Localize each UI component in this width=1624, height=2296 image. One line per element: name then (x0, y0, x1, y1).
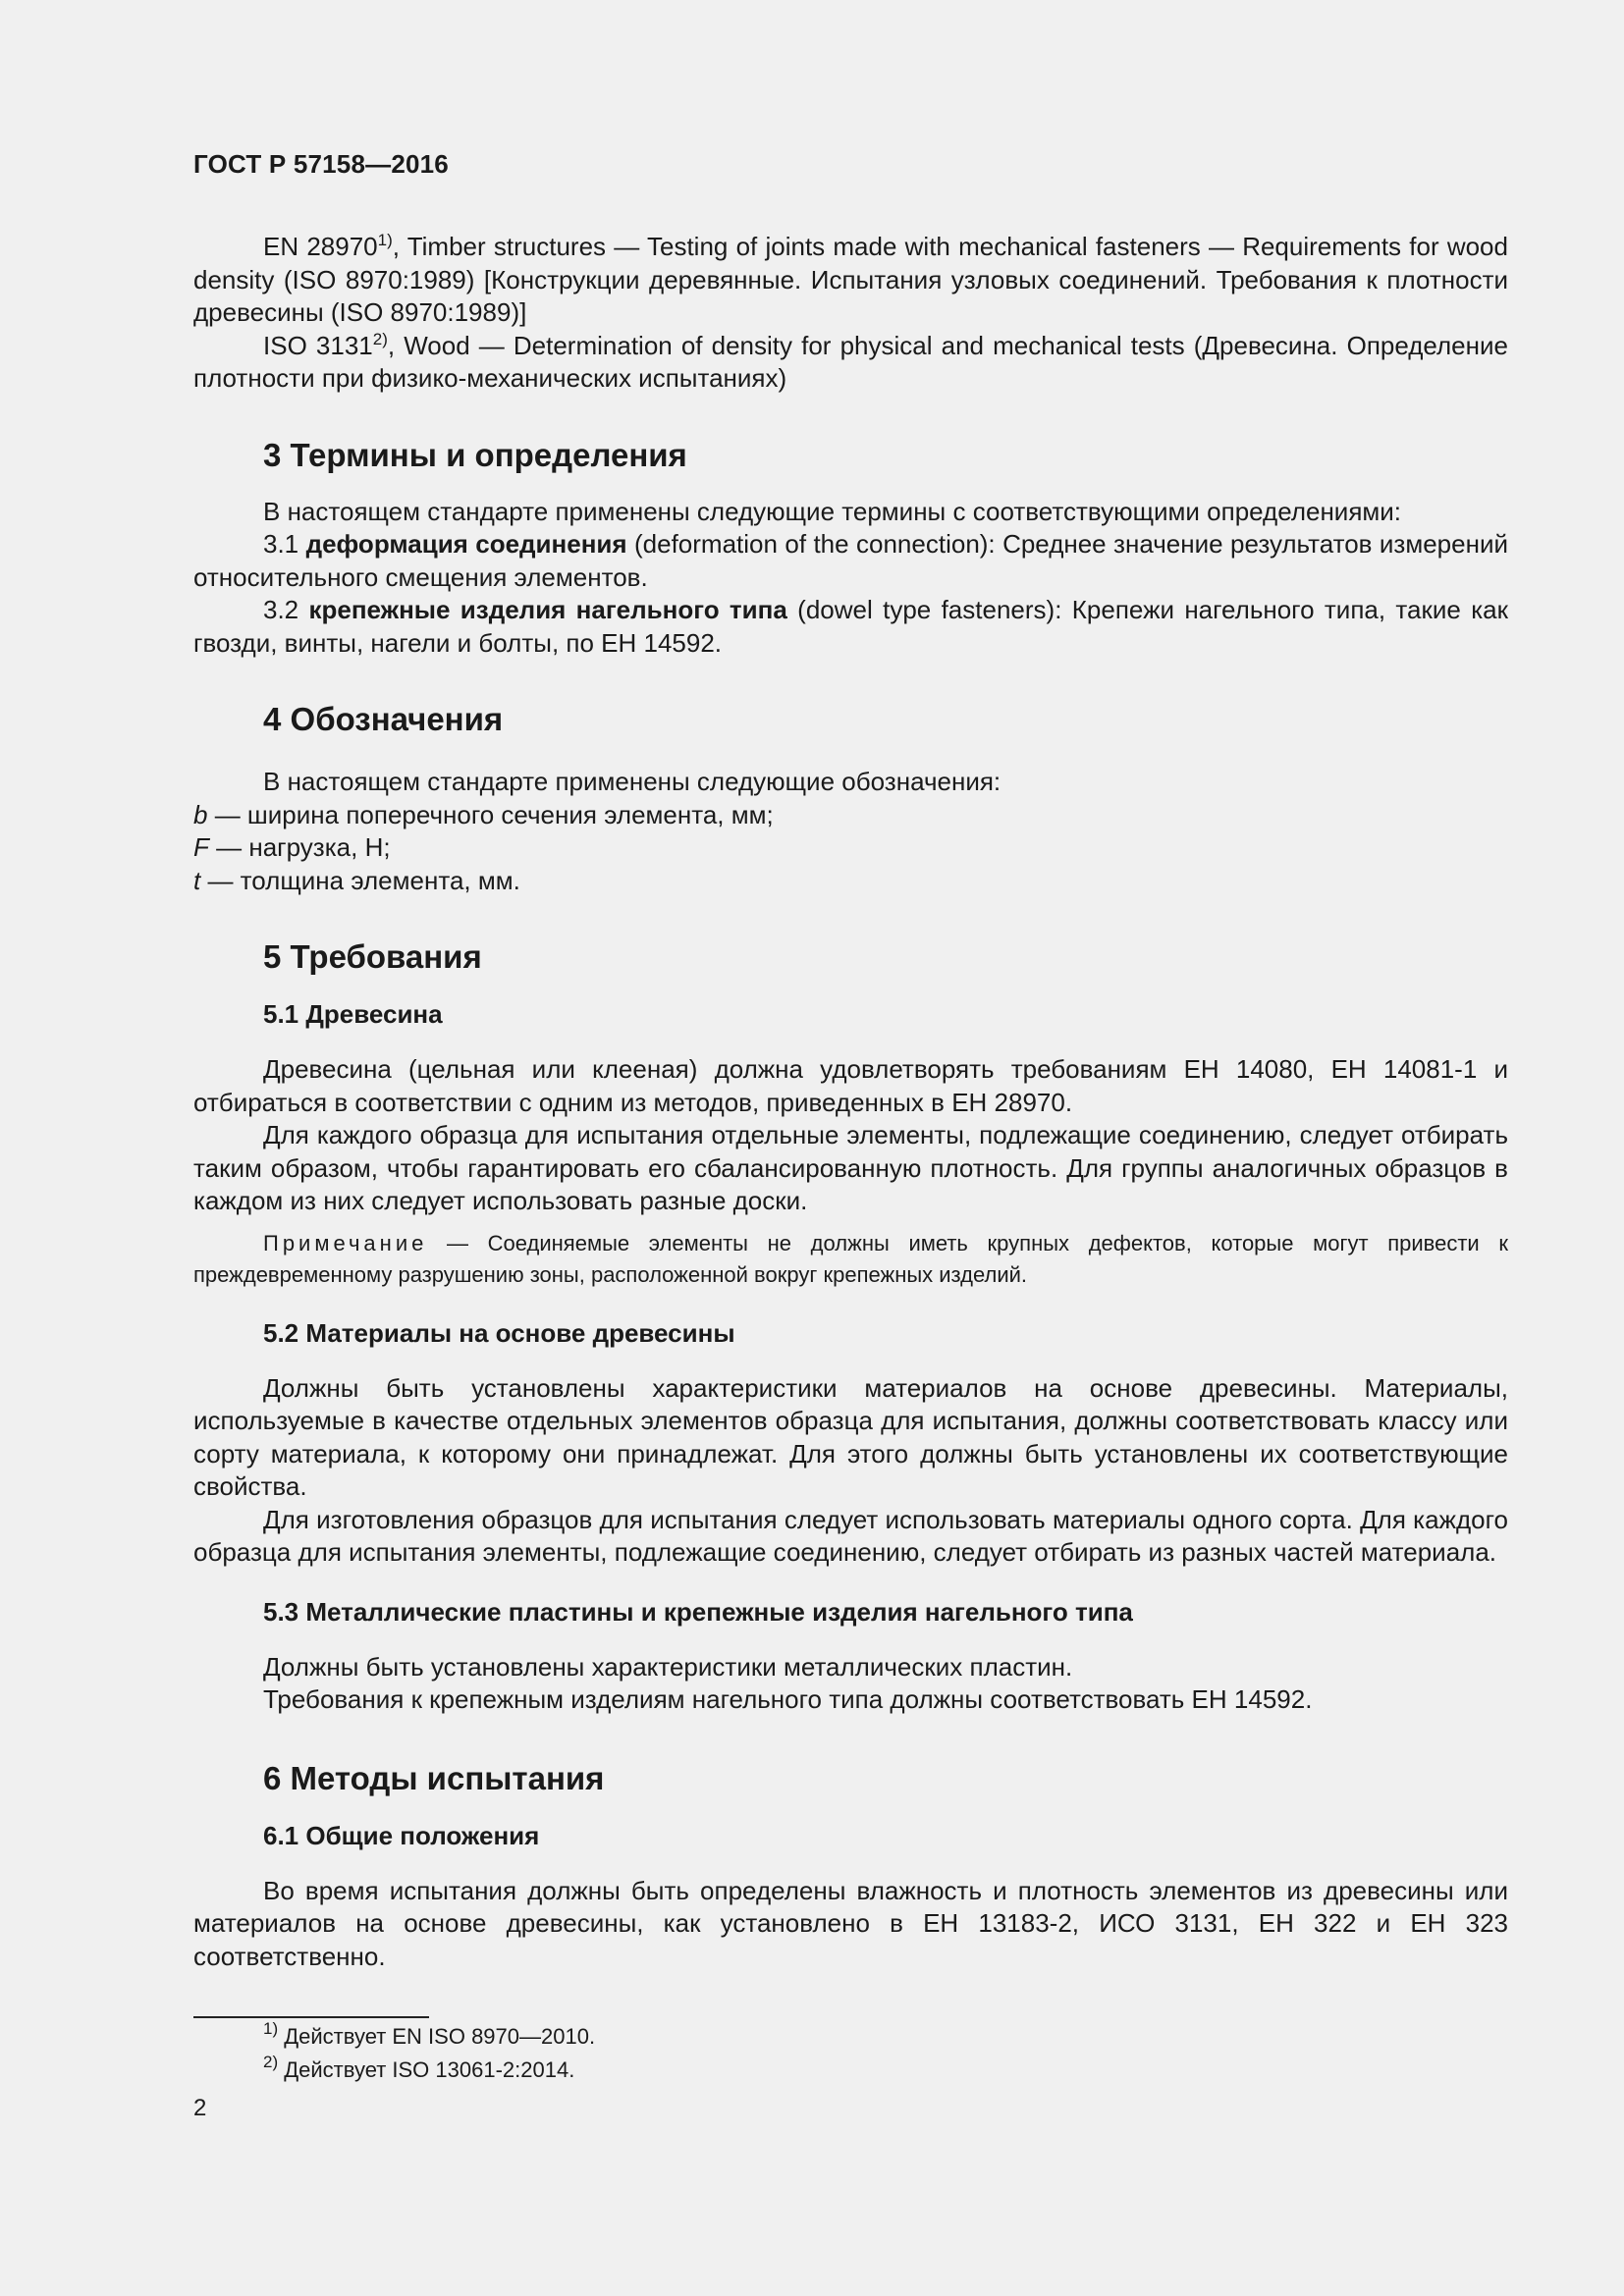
footnote-text: Действует EN ISO 8970—2010. (278, 2024, 596, 2049)
footnote-2 (193, 2054, 1508, 2087)
symbol-t (193, 865, 1508, 898)
symbol-f (193, 831, 1508, 865)
paragraph-5-3-b: Требования к крепежным изделиям нагельного типа должны соответствовать ЕН 14592. (263, 1684, 1313, 1714)
subsection-5-2-heading: 5.2 Материалы на основе древесины (263, 1317, 735, 1348)
note-label: Примечание (263, 1230, 428, 1255)
footnote-mark: 1) (377, 231, 393, 249)
footnote-divider (193, 2016, 429, 2018)
paragraph-5-3-a: Должны быть установлены характеристики металлических пластин. (263, 1651, 1073, 1682)
subsection-5-3-heading: 5.3 Металлические пластины и крепежные изделия нагельного типа (263, 1596, 1133, 1627)
symbol: b (193, 799, 208, 829)
reference-en-28970 (193, 231, 1508, 330)
paragraph-6-1-a: Во время испытания должны быть определены влажность и плотность элементов из древесины или материалов на основе древесины, как установлено в ЕН 13183-2, ИСО 3131, ЕН 322 и ЕН 323 соответственно. (193, 1875, 1508, 1971)
note-text: — Соединяемые элементы не должны иметь крупных дефектов, которые могут привести к преждевременному разрушению зоны, расположенной вокруг крепежных изделий. (193, 1230, 1508, 1287)
section-4-intro: В настоящем стандарте применены следующие обозначения: (263, 767, 1001, 796)
symbol-meaning: — нагрузка, Н; (208, 832, 391, 862)
footnote-mark: 2) (263, 2053, 279, 2071)
section-3-heading: 3 Термины и определения (263, 436, 687, 473)
ref-code: EN 28970 (263, 232, 378, 261)
symbol-meaning: — ширина поперечного сечения элемента, мм; (207, 799, 774, 829)
ref-text: , Wood — Determination of density for physical and mechanical tests (Древесина. Определение плотности при физико-механических испытаниях) (193, 330, 1508, 393)
paragraph-5-1-b: Для каждого образца для испытания отдельные элементы, подлежащие соединению, следует отбирать таким образом, чтобы гарантировать его сбалансированную плотность. Для группы аналогичных образцов в каждом из них следует использовать разные доски. (193, 1120, 1508, 1215)
section-5-heading: 5 Требования (263, 938, 482, 975)
footnote-mark: 1) (263, 2019, 279, 2038)
symbol-b (193, 799, 1508, 832)
paragraph-5-1-a: Древесина (цельная или клееная) должна удовлетворять требованиям ЕН 14080, ЕН 14081-1 и отбираться в соответствии с одним из методов, приведенных в ЕН 28970. (193, 1054, 1508, 1117)
footnote-mark: 2) (372, 329, 388, 348)
ref-code: ISO 3131 (263, 330, 373, 360)
symbol: F (193, 832, 209, 862)
term-name: деформация соединения (305, 529, 627, 559)
term-number: 3.1 (263, 529, 306, 559)
symbol-meaning: — толщина элемента, мм. (200, 865, 520, 895)
subsection-5-1-heading: 5.1 Древесина (263, 999, 443, 1029)
footnote-1 (193, 2020, 1508, 2054)
subsection-6-1-heading: 6.1 Общие положения (263, 1820, 540, 1850)
document-header: ГОСТ Р 57158—2016 (193, 149, 449, 179)
term-name: крепежные изделия нагельного типа (308, 595, 787, 624)
note-5-1 (193, 1228, 1508, 1291)
term-3-2 (193, 594, 1508, 660)
page-number: 2 (193, 2095, 207, 2121)
paragraph-5-2-b: Для изготовления образцов для испытания следует использовать материалы одного сорта. Для каждого образца для испытания элементы, подлежащие соединению, следует отбирать из разных частей материала. (193, 1504, 1508, 1567)
term-number: 3.2 (263, 595, 309, 624)
term-definition: (deformation of the connection): Среднее значение результатов измерений относительного смещения элементов. (193, 529, 1508, 592)
reference-iso-3131 (193, 330, 1508, 396)
footnote-text: Действует ISO 13061-2:2014. (278, 2057, 575, 2082)
term-3-1 (193, 528, 1508, 594)
section-6-heading: 6 Методы испытания (263, 1759, 605, 1796)
section-3-intro: В настоящем стандарте применены следующие термины с соответствующими определениями: (263, 496, 1402, 526)
symbol: t (193, 865, 201, 895)
term-definition: (dowel type fasteners): Крепежи нагельного типа, такие как гвозди, винты, нагели и болты, по ЕН 14592. (193, 595, 1508, 658)
section-4-heading: 4 Обозначения (263, 701, 504, 737)
paragraph-5-2-a: Должны быть установлены характеристики материалов на основе древесины. Материалы, используемые в качестве отдельных элементов образца для испытания, должны соответствовать классу или сорту материала, к которому они принадлежат. Для этого должны быть установлены их соответствующие свойства. (193, 1372, 1508, 1501)
ref-text: , Timber structures — Testing of joints made with mechanical fasteners — Requirements for wood density (ISO 8970:1989) [Конструкции деревянные. Испытания узловых соединений. Требования к плотности древесины (ISO 8970:1989)] (193, 232, 1508, 327)
